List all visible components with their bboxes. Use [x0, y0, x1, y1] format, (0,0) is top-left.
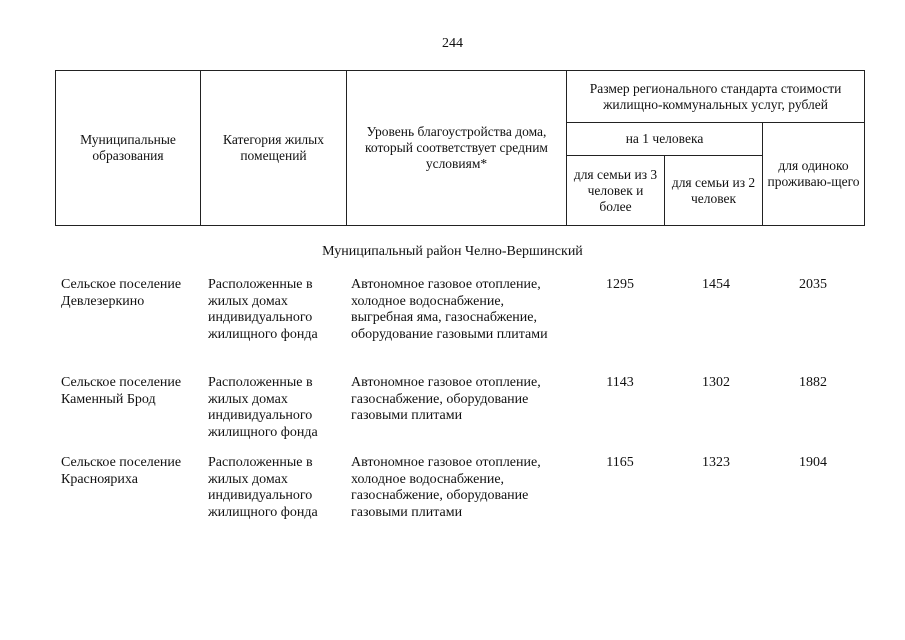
- header-family-3plus: для семьи из 3 человек и более: [567, 156, 665, 226]
- level-cell: Автономное газовое отопление, холодное водоснабжение, выгребная яма, газоснабжение, оборудование газовыми плитами: [351, 277, 548, 342]
- header-per-person: на 1 человека: [567, 123, 763, 156]
- level-cell: Автономное газовое отопление, холодное водоснабжение, газоснабжение, оборудование газовыми плитами: [351, 455, 541, 520]
- header-standard: Размер регионального стандарта стоимости жилищно-коммунальных услуг, рублей: [567, 71, 865, 123]
- category-cell: Расположенные в жилых домах индивидуального жилищного фонда: [208, 455, 318, 520]
- category-cell: Расположенные в жилых домах индивидуального жилищного фонда: [208, 277, 318, 342]
- header-municipality: Муниципальные образования: [56, 71, 201, 226]
- value-family-3plus: 1165: [606, 455, 634, 470]
- header-category: Категория жилых помещений: [201, 71, 347, 226]
- value-single: 1882: [799, 375, 827, 390]
- header-single: для одиноко проживаю-щего: [763, 123, 865, 226]
- value-family-3plus: 1143: [606, 375, 634, 390]
- header-level: Уровень благоустройства дома, который соответствует средним условиям*: [347, 71, 567, 226]
- value-family-2: 1302: [702, 375, 730, 390]
- section-title: Муниципальный район Челно-Вершинский: [322, 244, 583, 259]
- municipality-cell: Сельское поселение Девлезеркино: [61, 277, 182, 309]
- table-header: [55, 70, 865, 226]
- municipality-cell: Сельское поселение Краснояриха: [61, 455, 182, 487]
- value-family-3plus: 1295: [606, 277, 634, 292]
- header-family-2: для семьи из 2 человек: [665, 156, 763, 226]
- category-cell: Расположенные в жилых домах индивидуального жилищного фонда: [208, 375, 318, 440]
- value-single: 1904: [799, 455, 827, 470]
- municipality-cell: Сельское поселение Каменный Брод: [61, 375, 182, 407]
- value-family-2: 1454: [702, 277, 730, 292]
- page-number: 244: [442, 36, 463, 51]
- value-single: 2035: [799, 277, 827, 292]
- level-cell: Автономное газовое отопление, газоснабжение, оборудование газовыми плитами: [351, 375, 541, 423]
- value-family-2: 1323: [702, 455, 730, 470]
